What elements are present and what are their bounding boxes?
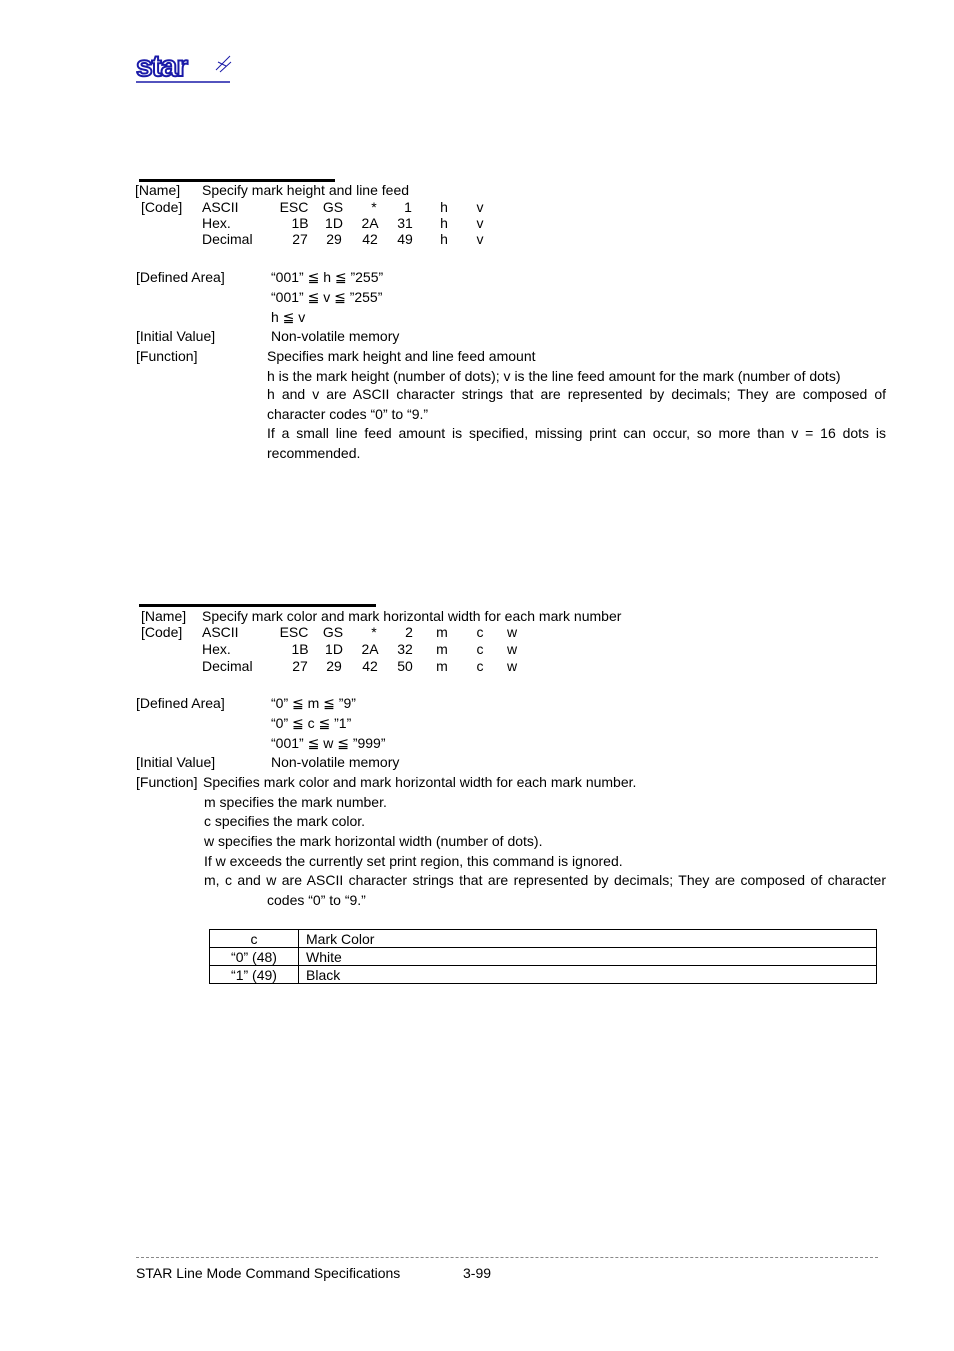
s1-cell: 1 xyxy=(404,199,412,215)
s2-cell: 32 xyxy=(397,641,413,657)
table-header-cell: Mark Color xyxy=(299,930,877,948)
table-header-cell: c xyxy=(210,930,299,948)
s1-function-line: h is the mark height (number of dots); v is the line feed amount for the mark (number of dots) xyxy=(267,368,841,384)
s2-initial-value: Non-volatile memory xyxy=(271,754,400,770)
s2-cell: 1B xyxy=(291,641,309,657)
mark-color-table xyxy=(209,929,877,984)
s2-cell: 42 xyxy=(362,658,378,674)
s1-cell: 31 xyxy=(397,215,413,231)
s2-defined-line: “0” ≦ m ≦ ”9” xyxy=(271,695,356,711)
s1-cell: v xyxy=(476,215,484,231)
s1-defined-label: [Defined Area] xyxy=(136,269,225,285)
s2-cell: w xyxy=(506,624,518,640)
s2-cell: 29 xyxy=(326,658,342,674)
s2-function-line: m, c and w are ASCII character strings that are represented by decimals; They are composed of character xyxy=(204,872,886,888)
s2-cell: m xyxy=(436,641,448,657)
s1-name-label: [Name] xyxy=(135,182,181,198)
footer-divider xyxy=(136,1257,878,1258)
s2-cell: 50 xyxy=(397,658,413,674)
s1-initial-label: [Initial Value] xyxy=(136,328,216,344)
page-number: 3-99 xyxy=(463,1265,492,1281)
table-cell: Black xyxy=(299,966,877,984)
s2-name-label: [Name] xyxy=(141,608,187,624)
s1-function-line: Specifies mark height and line feed amount xyxy=(267,348,536,364)
s1-function-paragraph: h and v are ASCII character strings that are represented by decimals; They are composed of character codes “0” to “9.” xyxy=(267,386,886,422)
s2-function-cont: codes “0” to “9.” xyxy=(267,892,366,908)
s2-cell: 1D xyxy=(325,641,343,657)
s1-row-hex-label: Hex. xyxy=(202,215,231,231)
s1-row-ascii-label: ASCII xyxy=(202,199,239,215)
s1-defined-line: “001” ≦ v ≦ ”255” xyxy=(271,289,383,305)
s2-cell: 2 xyxy=(405,624,413,640)
s2-row-decimal-label: Decimal xyxy=(202,658,253,674)
s2-cell: c xyxy=(476,624,484,640)
s2-function-line: m specifies the mark number. xyxy=(204,794,387,810)
table-cell: White xyxy=(299,948,877,966)
s2-defined-line: “001” ≦ w ≦ ”999” xyxy=(271,735,386,751)
s2-cell: m xyxy=(436,658,448,674)
s2-cell: 27 xyxy=(292,658,308,674)
s2-cell: w xyxy=(506,658,518,674)
s1-cell: * xyxy=(371,199,377,215)
table-header-row xyxy=(210,930,877,948)
s1-cell: GS xyxy=(322,199,344,215)
s2-cell: w xyxy=(506,641,518,657)
s1-cell: 1D xyxy=(325,215,343,231)
s1-cell: v xyxy=(476,231,484,247)
s2-cell: 2A xyxy=(361,641,379,657)
s2-cell: GS xyxy=(322,624,344,640)
s1-name-value: Specify mark height and line feed xyxy=(202,182,410,198)
s2-cell: * xyxy=(371,624,377,640)
s1-cell: v xyxy=(476,199,484,215)
s1-function-paragraph: If a small line feed amount is specified, missing print can occur, so more than v = 16 dots is recommended. xyxy=(267,425,886,461)
s1-cell: 49 xyxy=(397,231,413,247)
s1-cell: h xyxy=(440,215,448,231)
table-cell: “0” (48) xyxy=(210,948,299,966)
s2-function-line: w specifies the mark horizontal width (number of dots). xyxy=(204,833,543,849)
section2-heading-rule xyxy=(139,604,376,607)
star-logo xyxy=(136,52,232,87)
s1-cell: 42 xyxy=(362,231,378,247)
s1-cell: 1B xyxy=(291,215,309,231)
s2-cell: ESC xyxy=(279,624,309,640)
s1-cell: ESC xyxy=(279,199,309,215)
s2-defined-line: “0” ≦ c ≦ ”1” xyxy=(271,715,352,731)
s2-code-label: [Code] xyxy=(141,624,183,640)
s1-initial-value: Non-volatile memory xyxy=(271,328,400,344)
s2-defined-label: [Defined Area] xyxy=(136,695,225,711)
s2-cell: m xyxy=(436,624,448,640)
s1-code-label: [Code] xyxy=(141,199,183,215)
s1-defined-line: h ≦ v xyxy=(271,309,306,325)
table-row xyxy=(210,966,877,984)
s1-function-label: [Function] xyxy=(136,348,198,364)
s1-cell: h xyxy=(440,231,448,247)
s2-cell: c xyxy=(476,658,484,674)
s2-row-hex-label: Hex. xyxy=(202,641,231,657)
s2-function-line: If w exceeds the currently set print region, this command is ignored. xyxy=(204,853,623,869)
s1-cell: 27 xyxy=(292,231,308,247)
s1-defined-line: “001” ≦ h ≦ ”255” xyxy=(271,269,384,285)
s1-cell: h xyxy=(440,199,448,215)
s2-function-first: Specifies mark color and mark horizontal width for each mark number. xyxy=(203,774,637,790)
table-row xyxy=(210,948,877,966)
s2-name-value: Specify mark color and mark horizontal width for each mark number xyxy=(202,608,622,624)
table-cell: “1” (49) xyxy=(210,966,299,984)
s2-row-ascii-label: ASCII xyxy=(202,624,239,640)
s1-cell: 29 xyxy=(326,231,342,247)
logo-text: star xyxy=(136,52,188,83)
s2-initial-label: [Initial Value] xyxy=(136,754,216,770)
s1-row-decimal-label: Decimal xyxy=(202,231,253,247)
s1-cell: 2A xyxy=(361,215,379,231)
s2-cell: c xyxy=(476,641,484,657)
footer-title: STAR Line Mode Command Specifications xyxy=(136,1265,401,1281)
s2-function-line: c specifies the mark color. xyxy=(204,813,366,829)
s2-function-label: [Function] xyxy=(136,774,198,790)
